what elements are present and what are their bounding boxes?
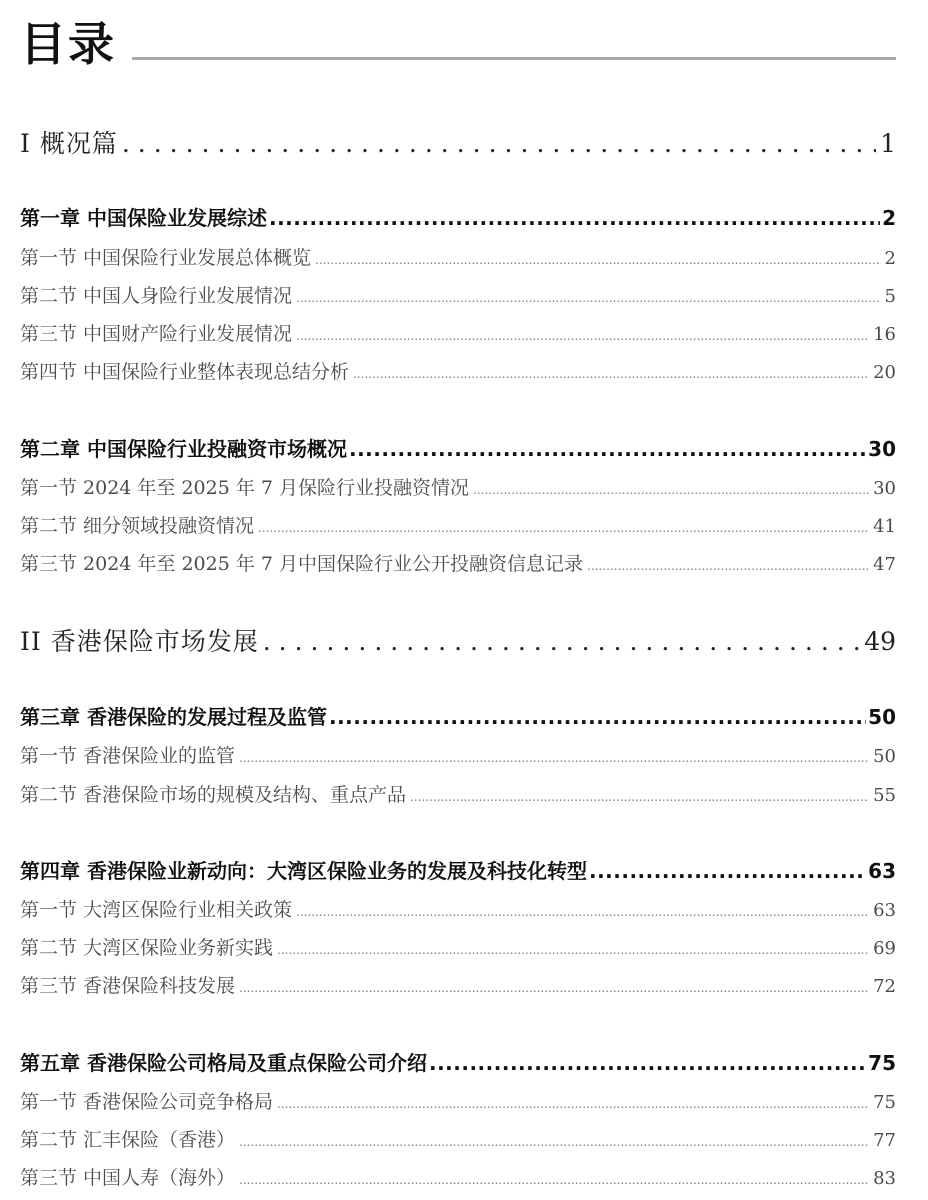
toc-section-1-2[interactable] [20, 282, 896, 310]
section-label: 第二节 汇丰保险（香港） [20, 1129, 236, 1151]
page-number: 47 [873, 554, 896, 575]
chapter-label: 第一章 中国保险业发展综述 [20, 206, 267, 230]
toc-part-1[interactable] [20, 127, 896, 161]
toc-section-5-1[interactable] [20, 1088, 896, 1116]
title-rule [132, 57, 896, 60]
page-number: 77 [873, 1130, 896, 1151]
dot-leader [296, 284, 881, 312]
dot-leader [239, 1166, 869, 1194]
dot-leader [122, 127, 876, 161]
section-label: 第一节 大湾区保险行业相关政策 [20, 899, 293, 921]
dot-leader [589, 857, 866, 885]
dot-leader [296, 322, 869, 350]
section-label: 第二节 细分领域投融资情况 [20, 515, 255, 537]
page-number: 20 [873, 362, 896, 383]
section-label: 第三节 2024 年至 2025 年 7 月中国保险行业公开投融资信息记录 [20, 553, 584, 575]
toc-section-4-3[interactable] [20, 972, 896, 1000]
toc-chapter-4[interactable] [20, 857, 896, 885]
dot-leader [296, 898, 869, 926]
dot-leader [349, 435, 866, 463]
section-label: 第四节 中国保险行业整体表现总结分析 [20, 361, 350, 383]
toc-chapter-2[interactable] [20, 435, 896, 463]
chapter-label: 第四章 香港保险业新动向：大湾区保险业务的发展及科技化转型 [20, 859, 587, 883]
section-label: 第二节 香港保险市场的规模及结构、重点产品 [20, 784, 407, 806]
toc-chapter-5[interactable] [20, 1049, 896, 1077]
dot-leader [429, 1049, 866, 1077]
toc-chapter-1[interactable] [20, 204, 896, 232]
dot-leader [315, 246, 881, 274]
dot-leader [353, 360, 869, 388]
section-label: 第三节 中国财产险行业发展情况 [20, 323, 293, 345]
page-number: 2 [882, 206, 896, 230]
chapter-label: 第二章 中国保险行业投融资市场概况 [20, 437, 347, 461]
page-number: 75 [873, 1092, 896, 1113]
toc-section-1-3[interactable] [20, 320, 896, 348]
section-label: 第三节 中国人寿（海外） [20, 1167, 236, 1189]
section-label: 第一节 香港保险公司竞争格局 [20, 1091, 274, 1113]
page-number: 50 [868, 705, 896, 729]
page-number: 41 [873, 516, 896, 537]
page-number: 30 [873, 478, 896, 499]
toc-part-2[interactable] [20, 625, 896, 659]
page-number: 69 [873, 938, 896, 959]
toc-section-4-1[interactable] [20, 896, 896, 924]
toc-section-5-2[interactable] [20, 1126, 896, 1154]
toc-section-2-2[interactable] [20, 512, 896, 540]
dot-leader [410, 783, 869, 811]
dot-leader [587, 552, 869, 580]
dot-leader [258, 514, 869, 542]
dot-leader [269, 204, 880, 232]
dot-leader [277, 1090, 869, 1118]
dot-leader [239, 974, 869, 1002]
page-number: 30 [868, 437, 896, 461]
toc-section-5-3[interactable] [20, 1164, 896, 1192]
toc-section-3-2[interactable] [20, 781, 896, 809]
toc-header [20, 8, 896, 72]
toc-section-2-1[interactable] [20, 474, 896, 502]
chapter-label: 第五章 香港保险公司格局及重点保险公司介绍 [20, 1051, 427, 1075]
page-number: 75 [868, 1051, 896, 1075]
page-number: 63 [873, 900, 896, 921]
page-number: 55 [873, 785, 896, 806]
section-label: 第一节 中国保险行业发展总体概览 [20, 247, 312, 269]
section-label: 第二节 大湾区保险业务新实践 [20, 937, 274, 959]
page-number: 2 [884, 248, 896, 269]
page-title: 目录 [20, 17, 116, 71]
toc-section-1-1[interactable] [20, 244, 896, 272]
dot-leader [239, 1128, 869, 1156]
page-number: 49 [864, 627, 896, 656]
dot-leader [277, 936, 869, 964]
toc-section-3-1[interactable] [20, 742, 896, 770]
part-label: I 概况篇 [20, 129, 118, 158]
toc-chapter-3[interactable] [20, 703, 896, 731]
dot-leader [263, 625, 860, 659]
dot-leader [329, 703, 866, 731]
section-label: 第一节 2024 年至 2025 年 7 月保险行业投融资情况 [20, 477, 470, 499]
dot-leader [473, 476, 869, 504]
page-number: 50 [873, 746, 896, 767]
page-number: 16 [873, 324, 896, 345]
page-number: 83 [873, 1168, 896, 1189]
toc-section-4-2[interactable] [20, 934, 896, 962]
section-label: 第三节 香港保险科技发展 [20, 975, 236, 997]
page-number: 1 [880, 129, 896, 158]
section-label: 第一节 香港保险业的监管 [20, 745, 236, 767]
section-label: 第二节 中国人身险行业发展情况 [20, 285, 293, 307]
toc-section-2-3[interactable] [20, 550, 896, 578]
dot-leader [239, 744, 869, 772]
page-number: 63 [868, 859, 896, 883]
chapter-label: 第三章 香港保险的发展过程及监管 [20, 705, 327, 729]
toc-section-1-4[interactable] [20, 358, 896, 386]
part-label: II 香港保险市场发展 [20, 627, 259, 656]
page-number: 72 [873, 976, 896, 997]
page-number: 5 [884, 286, 896, 307]
